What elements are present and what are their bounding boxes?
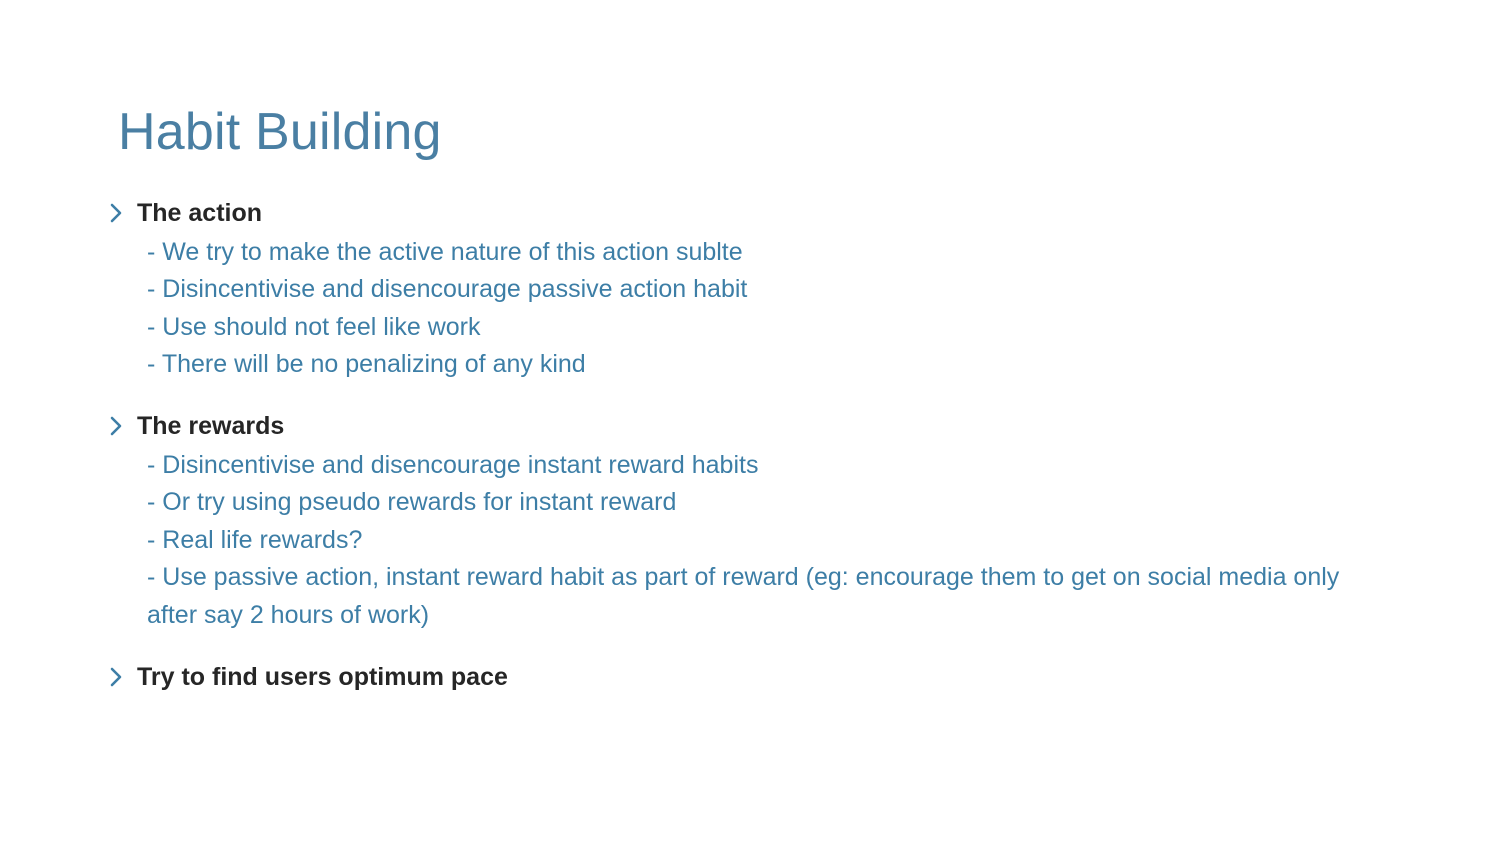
bullet-item: - We try to make the active nature of this action sublte — [147, 238, 743, 266]
section-heading: Try to find users optimum pace — [137, 663, 508, 691]
chevron-right-icon — [108, 415, 124, 437]
chevron-right-icon — [108, 202, 124, 224]
bullet-item: - Use should not feel like work — [147, 312, 481, 341]
section-heading: The rewards — [137, 412, 285, 440]
bullet-list — [108, 447, 1398, 634]
bullet-item: - Disincentivise and disencourage passive action habit — [147, 275, 748, 304]
chevron-right-icon — [108, 666, 124, 688]
bullet-item: - Disincentivise and disencourage instant reward habits — [147, 451, 759, 479]
section-optimum-pace — [108, 661, 1398, 693]
bullet-item: - There will be no penalizing of any kind — [147, 350, 586, 379]
slide-title: Habit Building — [118, 103, 442, 161]
section-heading-row — [108, 197, 1398, 229]
section-heading: The action — [137, 199, 263, 227]
section-the-action — [108, 197, 1398, 384]
section-heading-row — [108, 410, 1398, 442]
bullet-item: - Real life rewards? — [147, 525, 363, 554]
section-heading-row — [108, 661, 1398, 693]
bullet-item: - Use passive action, instant reward habit as part of reward (eg: encourage them to get on social media only after say 2 hours of work) — [147, 563, 1340, 629]
bullet-list — [108, 234, 1398, 384]
bullet-item: - Or try using pseudo rewards for instant reward — [147, 488, 677, 517]
section-the-rewards — [108, 410, 1398, 634]
